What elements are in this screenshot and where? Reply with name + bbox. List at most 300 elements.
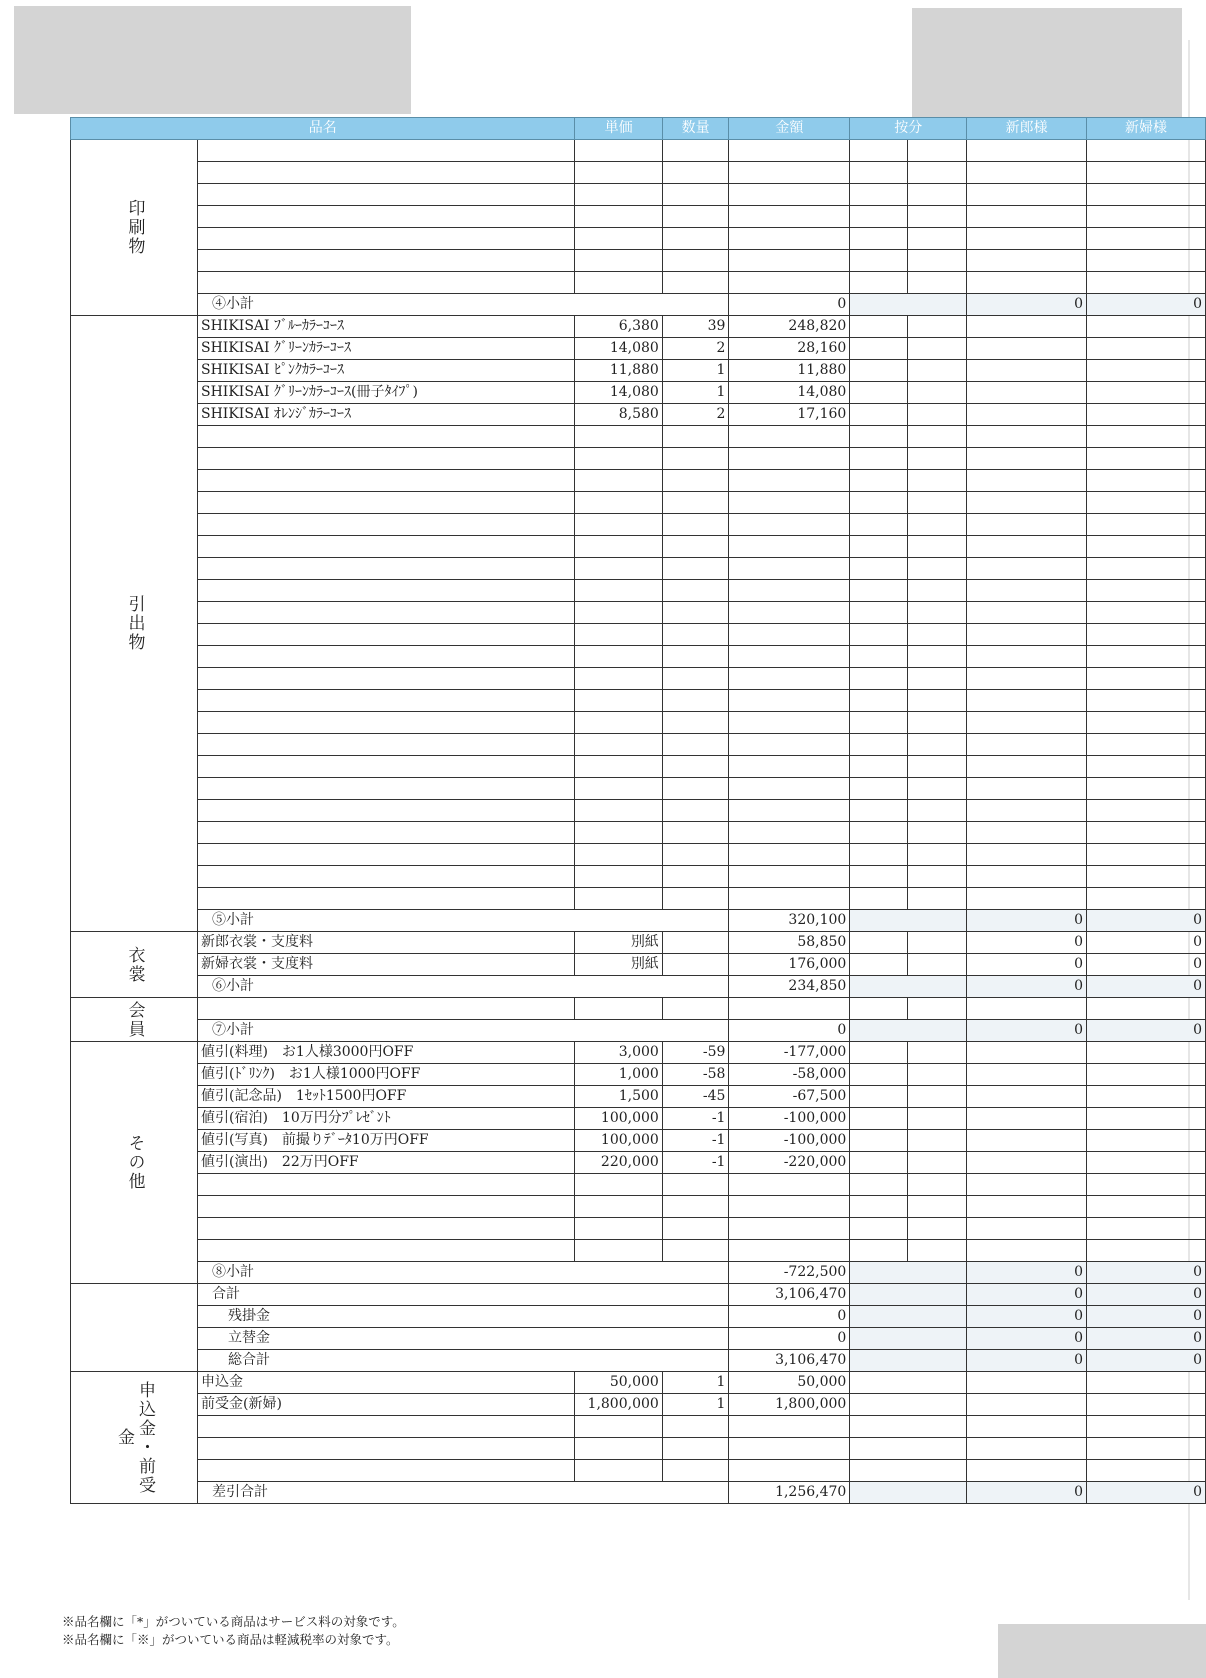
item-groom (967, 1174, 1087, 1196)
total-label: 立替金 (198, 1328, 729, 1350)
item-name (198, 888, 575, 910)
subtotal-groom: 0 (967, 1020, 1087, 1042)
item-allocation-b (908, 206, 967, 228)
item-quantity: -1 (662, 1130, 729, 1152)
item-quantity: -58 (662, 1064, 729, 1086)
table-row (71, 1108, 1206, 1130)
item-groom (967, 492, 1087, 514)
item-name (198, 822, 575, 844)
item-quantity (662, 448, 729, 470)
item-quantity: -45 (662, 1086, 729, 1108)
blank-row (71, 228, 1206, 250)
table-row (71, 1372, 1206, 1394)
subtotal-groom: 0 (967, 910, 1087, 932)
header-unit-price: 単価 (575, 118, 662, 140)
item-quantity (662, 800, 729, 822)
final-total-amount: 1,256,470 (729, 1482, 850, 1504)
item-groom (967, 558, 1087, 580)
blank-row (71, 646, 1206, 668)
item-bride (1087, 1394, 1206, 1416)
item-bride (1087, 624, 1206, 646)
blank-row (71, 492, 1206, 514)
item-allocation-b (908, 998, 967, 1020)
item-allocation-b (908, 580, 967, 602)
item-name (198, 536, 575, 558)
blank-row (71, 1240, 1206, 1262)
subtotal-bride: 0 (1087, 910, 1206, 932)
item-allocation-b (908, 360, 967, 382)
item-allocation-b (908, 690, 967, 712)
item-quantity (662, 1174, 729, 1196)
item-unit-price: 1,000 (575, 1064, 662, 1086)
item-unit-price (575, 162, 662, 184)
blank-row (71, 1196, 1206, 1218)
blank-row (71, 1174, 1206, 1196)
item-allocation-b (908, 228, 967, 250)
item-groom (967, 1394, 1087, 1416)
item-allocation-a (850, 140, 908, 162)
item-groom (967, 1196, 1087, 1218)
blank-row (71, 998, 1206, 1020)
item-unit-price (575, 1416, 662, 1438)
item-name (198, 492, 575, 514)
redacted-area-top-right (912, 8, 1182, 118)
item-amount (729, 602, 850, 624)
item-quantity (662, 1196, 729, 1218)
item-groom (967, 756, 1087, 778)
item-allocation-a (850, 1218, 908, 1240)
item-allocation (850, 1372, 967, 1394)
item-allocation-b (908, 734, 967, 756)
item-groom (967, 778, 1087, 800)
blank-row (71, 140, 1206, 162)
item-unit-price (575, 580, 662, 602)
subtotal-allocation (850, 294, 967, 316)
item-name (198, 778, 575, 800)
item-quantity (662, 1438, 729, 1460)
item-allocation-a (850, 558, 908, 580)
item-quantity (662, 426, 729, 448)
item-allocation-b (908, 932, 967, 954)
item-allocation-a (850, 1130, 908, 1152)
item-allocation-b (908, 316, 967, 338)
item-groom (967, 668, 1087, 690)
subtotal-amount: 320,100 (729, 910, 850, 932)
item-unit-price: 6,380 (575, 316, 662, 338)
item-groom (967, 844, 1087, 866)
item-allocation-a (850, 184, 908, 206)
item-allocation-b (908, 1130, 967, 1152)
item-unit-price: 50,000 (575, 1372, 662, 1394)
item-quantity (662, 932, 729, 954)
item-allocation-a (850, 844, 908, 866)
item-amount (729, 998, 850, 1020)
item-amount (729, 536, 850, 558)
item-bride (1087, 1174, 1206, 1196)
item-amount: 58,850 (729, 932, 850, 954)
item-unit-price (575, 184, 662, 206)
item-unit-price (575, 734, 662, 756)
item-name (198, 558, 575, 580)
invoice-table (70, 117, 1206, 1504)
item-bride (1087, 1240, 1206, 1262)
blank-row (71, 690, 1206, 712)
totals-category (71, 1284, 198, 1372)
item-name (198, 668, 575, 690)
item-name (198, 734, 575, 756)
item-quantity (662, 734, 729, 756)
item-amount (729, 1460, 850, 1482)
item-unit-price (575, 1460, 662, 1482)
item-quantity (662, 954, 729, 976)
item-allocation (850, 1394, 967, 1416)
item-allocation-b (908, 536, 967, 558)
table-row (71, 382, 1206, 404)
item-allocation-b (908, 602, 967, 624)
item-groom (967, 1240, 1087, 1262)
item-quantity (662, 668, 729, 690)
item-allocation-a (850, 800, 908, 822)
item-amount (729, 1240, 850, 1262)
item-name (198, 756, 575, 778)
total-label: 残掛金 (198, 1306, 729, 1328)
item-bride (1087, 1130, 1206, 1152)
item-quantity (662, 536, 729, 558)
item-allocation-b (908, 338, 967, 360)
item-groom (967, 624, 1087, 646)
blank-row (71, 162, 1206, 184)
subtotal-label: ⑥小計 (198, 976, 729, 998)
item-amount: -100,000 (729, 1108, 850, 1130)
footnote-reduced-tax: ※品名欄に「※」がついている商品は軽減税率の対象です。 (62, 1632, 399, 1647)
item-allocation-a (850, 316, 908, 338)
header-groom: 新郎様 (967, 118, 1087, 140)
item-allocation-b (908, 1240, 967, 1262)
total-row (71, 1350, 1206, 1372)
blank-row (71, 822, 1206, 844)
item-amount (729, 1416, 850, 1438)
subtotal-label: ④小計 (198, 294, 729, 316)
item-allocation-b (908, 1218, 967, 1240)
item-unit-price (575, 470, 662, 492)
item-unit-price (575, 602, 662, 624)
table-row (71, 404, 1206, 426)
item-unit-price (575, 998, 662, 1020)
item-quantity (662, 470, 729, 492)
item-quantity (662, 1240, 729, 1262)
item-name: 新郎衣裳・支度料 (198, 932, 575, 954)
item-allocation-b (908, 382, 967, 404)
item-allocation-b (908, 162, 967, 184)
item-groom (967, 1108, 1087, 1130)
blank-row (71, 272, 1206, 294)
item-allocation-a (850, 954, 908, 976)
item-unit-price (575, 690, 662, 712)
final-total-label: 差引合計 (198, 1482, 729, 1504)
item-amount (729, 866, 850, 888)
item-quantity (662, 580, 729, 602)
item-quantity (662, 712, 729, 734)
subtotal-groom: 0 (967, 976, 1087, 998)
item-allocation (850, 1416, 967, 1438)
item-bride (1087, 1108, 1206, 1130)
item-bride (1087, 602, 1206, 624)
blank-row (71, 470, 1206, 492)
item-amount (729, 426, 850, 448)
item-groom (967, 646, 1087, 668)
blank-row (71, 514, 1206, 536)
final-total-allocation (850, 1482, 967, 1504)
subtotal-row (71, 976, 1206, 998)
item-allocation-b (908, 668, 967, 690)
item-unit-price: 別紙 (575, 932, 662, 954)
item-quantity (662, 998, 729, 1020)
category-label: 衣裳 (71, 932, 198, 998)
item-amount: 14,080 (729, 382, 850, 404)
item-groom (967, 228, 1087, 250)
subtotal-label: ⑧小計 (198, 1262, 729, 1284)
item-quantity (662, 492, 729, 514)
item-groom (967, 602, 1087, 624)
item-groom (967, 184, 1087, 206)
item-unit-price (575, 668, 662, 690)
total-allocation (850, 1284, 967, 1306)
table-row (71, 932, 1206, 954)
item-allocation-b (908, 954, 967, 976)
item-quantity (662, 778, 729, 800)
footnote-service-charge: ※品名欄に「*」がついている商品はサービス料の対象です。 (62, 1614, 405, 1629)
item-allocation-b (908, 866, 967, 888)
item-bride (1087, 1438, 1206, 1460)
item-quantity: 1 (662, 1372, 729, 1394)
item-name (198, 250, 575, 272)
subtotal-bride: 0 (1087, 1020, 1206, 1042)
item-allocation-b (908, 514, 967, 536)
item-name: SHIKISAI ｸﾞﾘｰﾝｶﾗｰｺｰｽ(冊子ﾀｲﾌﾟ) (198, 382, 575, 404)
item-bride (1087, 426, 1206, 448)
item-bride (1087, 668, 1206, 690)
item-groom (967, 470, 1087, 492)
item-groom (967, 206, 1087, 228)
final-total-groom: 0 (967, 1482, 1087, 1504)
item-name (198, 580, 575, 602)
item-amount (729, 756, 850, 778)
item-groom (967, 536, 1087, 558)
item-allocation-a (850, 690, 908, 712)
subtotal-groom: 0 (967, 294, 1087, 316)
item-unit-price (575, 844, 662, 866)
item-quantity (662, 140, 729, 162)
item-groom (967, 822, 1087, 844)
item-amount (729, 734, 850, 756)
item-name: 値引(演出) 22万円OFF (198, 1152, 575, 1174)
item-groom (967, 316, 1087, 338)
item-bride (1087, 250, 1206, 272)
item-name (198, 712, 575, 734)
item-bride (1087, 778, 1206, 800)
item-unit-price: 1,500 (575, 1086, 662, 1108)
item-quantity: -1 (662, 1152, 729, 1174)
item-bride (1087, 844, 1206, 866)
subtotal-row (71, 1262, 1206, 1284)
item-bride (1087, 1152, 1206, 1174)
subtotal-label: ⑤小計 (198, 910, 729, 932)
item-quantity (662, 558, 729, 580)
item-amount: 1,800,000 (729, 1394, 850, 1416)
item-amount (729, 1218, 850, 1240)
item-quantity (662, 228, 729, 250)
item-allocation-a (850, 998, 908, 1020)
item-amount: 17,160 (729, 404, 850, 426)
item-amount (729, 448, 850, 470)
category-label: 引出物 (71, 316, 198, 932)
blank-row (71, 206, 1206, 228)
item-allocation-a (850, 1086, 908, 1108)
item-unit-price (575, 1174, 662, 1196)
item-quantity (662, 206, 729, 228)
item-bride (1087, 272, 1206, 294)
item-bride (1087, 404, 1206, 426)
item-allocation-b (908, 140, 967, 162)
item-allocation-b (908, 1196, 967, 1218)
item-quantity: 1 (662, 360, 729, 382)
item-allocation-a (850, 1174, 908, 1196)
item-allocation-a (850, 360, 908, 382)
item-bride (1087, 360, 1206, 382)
item-allocation-a (850, 448, 908, 470)
item-allocation-a (850, 866, 908, 888)
item-amount: -100,000 (729, 1130, 850, 1152)
total-bride: 0 (1087, 1328, 1206, 1350)
item-groom (967, 250, 1087, 272)
item-allocation-b (908, 250, 967, 272)
table-row (71, 360, 1206, 382)
item-groom (967, 888, 1087, 910)
item-groom (967, 1152, 1087, 1174)
item-groom (967, 1218, 1087, 1240)
item-allocation-b (908, 712, 967, 734)
item-allocation-b (908, 646, 967, 668)
item-groom (967, 382, 1087, 404)
item-allocation-a (850, 580, 908, 602)
item-unit-price (575, 1438, 662, 1460)
item-bride (1087, 756, 1206, 778)
item-amount: 28,160 (729, 338, 850, 360)
blank-row (71, 866, 1206, 888)
item-allocation-a (850, 646, 908, 668)
item-bride (1087, 228, 1206, 250)
item-allocation-a (850, 514, 908, 536)
blank-row (71, 426, 1206, 448)
item-groom (967, 1064, 1087, 1086)
item-unit-price: 14,080 (575, 338, 662, 360)
item-name (198, 1438, 575, 1460)
item-allocation (850, 1438, 967, 1460)
item-groom (967, 866, 1087, 888)
redacted-area-bottom-right (998, 1624, 1206, 1678)
item-name (198, 1416, 575, 1438)
item-amount (729, 272, 850, 294)
item-allocation-b (908, 1042, 967, 1064)
category-label: その他 (71, 1042, 198, 1284)
item-bride (1087, 800, 1206, 822)
item-amount (729, 184, 850, 206)
item-groom (967, 272, 1087, 294)
item-amount: 248,820 (729, 316, 850, 338)
item-groom (967, 998, 1087, 1020)
item-groom (967, 140, 1087, 162)
item-allocation-a (850, 162, 908, 184)
item-allocation-b (908, 426, 967, 448)
total-row (71, 1284, 1206, 1306)
item-bride (1087, 140, 1206, 162)
subtotal-amount: 0 (729, 294, 850, 316)
subtotal-bride: 0 (1087, 294, 1206, 316)
item-name (198, 646, 575, 668)
total-amount: 3,106,470 (729, 1284, 850, 1306)
total-amount: 3,106,470 (729, 1350, 850, 1372)
item-bride (1087, 1460, 1206, 1482)
item-amount (729, 250, 850, 272)
blank-row (71, 602, 1206, 624)
item-quantity: 2 (662, 404, 729, 426)
blank-row (71, 778, 1206, 800)
item-allocation (850, 1460, 967, 1482)
item-allocation-a (850, 404, 908, 426)
blank-row (71, 1438, 1206, 1460)
total-groom: 0 (967, 1350, 1087, 1372)
item-name (198, 228, 575, 250)
item-bride (1087, 888, 1206, 910)
subtotal-row (71, 294, 1206, 316)
item-quantity: 1 (662, 382, 729, 404)
blank-row (71, 1416, 1206, 1438)
header-amount: 金額 (729, 118, 850, 140)
item-quantity (662, 690, 729, 712)
item-unit-price (575, 140, 662, 162)
item-allocation-a (850, 602, 908, 624)
item-allocation-a (850, 1064, 908, 1086)
total-bride: 0 (1087, 1284, 1206, 1306)
table-row (71, 316, 1206, 338)
item-bride (1087, 536, 1206, 558)
final-total-row (71, 1482, 1206, 1504)
item-allocation-b (908, 1174, 967, 1196)
item-quantity: 2 (662, 338, 729, 360)
item-allocation-b (908, 822, 967, 844)
item-name (198, 624, 575, 646)
item-allocation-a (850, 734, 908, 756)
subtotal-amount: 0 (729, 1020, 850, 1042)
item-bride (1087, 1042, 1206, 1064)
item-bride (1087, 316, 1206, 338)
item-groom (967, 1460, 1087, 1482)
blank-row (71, 888, 1206, 910)
table-row (71, 954, 1206, 976)
item-bride (1087, 1218, 1206, 1240)
item-amount (729, 690, 850, 712)
total-bride: 0 (1087, 1306, 1206, 1328)
blank-row (71, 558, 1206, 580)
total-label: 総合計 (198, 1350, 729, 1372)
total-allocation (850, 1306, 967, 1328)
subtotal-label: ⑦小計 (198, 1020, 729, 1042)
subtotal-amount: 234,850 (729, 976, 850, 998)
total-row (71, 1306, 1206, 1328)
item-allocation-a (850, 272, 908, 294)
item-unit-price (575, 624, 662, 646)
item-unit-price (575, 228, 662, 250)
